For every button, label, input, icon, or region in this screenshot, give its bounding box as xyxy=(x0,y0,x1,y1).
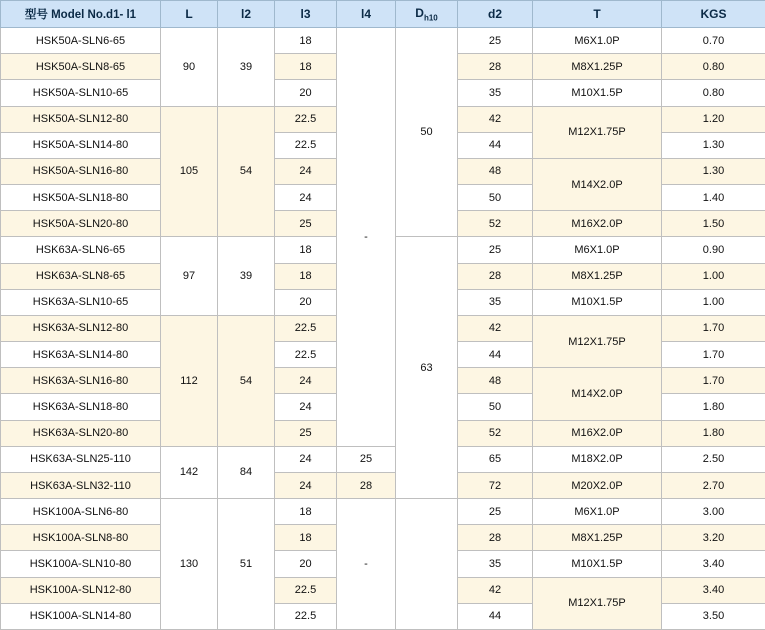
cell-T: M18X2.0P xyxy=(533,446,662,472)
cell-model: HSK50A-SLN18-80 xyxy=(1,185,161,211)
column-header-l3: l3 xyxy=(275,1,337,28)
cell-model: HSK50A-SLN20-80 xyxy=(1,211,161,237)
cell-model: HSK63A-SLN6-65 xyxy=(1,237,161,263)
column-header-D xyxy=(396,1,458,28)
cell-model: HSK63A-SLN16-80 xyxy=(1,368,161,394)
cell-d2: 50 xyxy=(458,185,533,211)
column-header-d2: d2 xyxy=(458,1,533,28)
column-header-KGS: KGS xyxy=(662,1,765,28)
cell-T: M16X2.0P xyxy=(533,420,662,446)
cell-l2: 51 xyxy=(218,499,275,630)
column-header-l2: l2 xyxy=(218,1,275,28)
cell-d2: 52 xyxy=(458,420,533,446)
cell-l3: 22.5 xyxy=(275,106,337,132)
cell-l2: 39 xyxy=(218,237,275,316)
cell-model: HSK63A-SLN20-80 xyxy=(1,420,161,446)
cell-model: HSK63A-SLN14-80 xyxy=(1,342,161,368)
cell-T: M12X1.75P xyxy=(533,577,662,629)
cell-l2: 54 xyxy=(218,315,275,446)
cell-model: HSK63A-SLN10-65 xyxy=(1,289,161,315)
cell-d2: 65 xyxy=(458,446,533,472)
cell-model: HSK63A-SLN18-80 xyxy=(1,394,161,420)
cell-d2: 72 xyxy=(458,472,533,498)
cell-KGS: 2.70 xyxy=(662,472,765,498)
cell-KGS: 3.40 xyxy=(662,577,765,603)
cell-d2: 48 xyxy=(458,158,533,184)
cell-T: M10X1.5P xyxy=(533,80,662,106)
column-header-L: L xyxy=(161,1,218,28)
cell-KGS: 3.50 xyxy=(662,603,765,629)
cell-KGS: 0.80 xyxy=(662,54,765,80)
cell-T: M14X2.0P xyxy=(533,158,662,210)
cell-d2: 44 xyxy=(458,603,533,629)
cell-T: M8X1.25P xyxy=(533,54,662,80)
cell-T: M10X1.5P xyxy=(533,551,662,577)
cell-l2: 39 xyxy=(218,28,275,107)
cell-KGS: 1.00 xyxy=(662,289,765,315)
cell-KGS: 0.80 xyxy=(662,80,765,106)
cell-KGS: 1.70 xyxy=(662,342,765,368)
cell-model: HSK100A-SLN10-80 xyxy=(1,551,161,577)
cell-l4: 28 xyxy=(337,472,396,498)
cell-T: M6X1.0P xyxy=(533,28,662,54)
cell-l3: 25 xyxy=(275,420,337,446)
cell-l3: 24 xyxy=(275,472,337,498)
cell-d2: 42 xyxy=(458,577,533,603)
cell-l3: 24 xyxy=(275,368,337,394)
cell-l3: 18 xyxy=(275,28,337,54)
table-row xyxy=(1,499,765,525)
cell-d2: 25 xyxy=(458,28,533,54)
cell-T: M10X1.5P xyxy=(533,289,662,315)
cell-model: HSK63A-SLN25-110 xyxy=(1,446,161,472)
cell-model: HSK100A-SLN12-80 xyxy=(1,577,161,603)
cell-l3: 24 xyxy=(275,394,337,420)
cell-T: M12X1.75P xyxy=(533,315,662,367)
cell-l3: 22.5 xyxy=(275,315,337,341)
cell-L: 112 xyxy=(161,315,218,446)
cell-D: 50 xyxy=(396,28,458,237)
cell-model: HSK100A-SLN14-80 xyxy=(1,603,161,629)
cell-L: 105 xyxy=(161,106,218,237)
cell-d2: 48 xyxy=(458,368,533,394)
cell-KGS: 1.70 xyxy=(662,368,765,394)
cell-KGS: 0.90 xyxy=(662,237,765,263)
cell-model: HSK50A-SLN14-80 xyxy=(1,132,161,158)
cell-d2: 52 xyxy=(458,211,533,237)
cell-d2: 35 xyxy=(458,80,533,106)
cell-KGS: 1.80 xyxy=(662,420,765,446)
table-row xyxy=(1,472,765,498)
cell-KGS: 1.50 xyxy=(662,211,765,237)
cell-d2: 35 xyxy=(458,289,533,315)
cell-l3: 18 xyxy=(275,525,337,551)
cell-T: M8X1.25P xyxy=(533,263,662,289)
column-header-model: 型号 Model No.d1- l1 xyxy=(1,1,161,28)
cell-L: 90 xyxy=(161,28,218,107)
cell-l3: 24 xyxy=(275,446,337,472)
cell-KGS: 1.30 xyxy=(662,158,765,184)
cell-d2: 42 xyxy=(458,106,533,132)
cell-l3: 22.5 xyxy=(275,342,337,368)
cell-T: M6X1.0P xyxy=(533,499,662,525)
cell-d2: 28 xyxy=(458,525,533,551)
cell-KGS: 1.00 xyxy=(662,263,765,289)
cell-l4: - xyxy=(337,28,396,447)
column-header-T: T xyxy=(533,1,662,28)
cell-d2: 35 xyxy=(458,551,533,577)
cell-model: HSK50A-SLN6-65 xyxy=(1,28,161,54)
cell-l3: 18 xyxy=(275,499,337,525)
cell-d2: 25 xyxy=(458,237,533,263)
table-row xyxy=(1,446,765,472)
cell-KGS: 3.20 xyxy=(662,525,765,551)
cell-L: 97 xyxy=(161,237,218,316)
column-header-l4: l4 xyxy=(337,1,396,28)
cell-d2: 28 xyxy=(458,263,533,289)
cell-l3: 22.5 xyxy=(275,603,337,629)
cell-T: M14X2.0P xyxy=(533,368,662,420)
cell-l3: 20 xyxy=(275,551,337,577)
cell-l3: 25 xyxy=(275,211,337,237)
cell-D xyxy=(396,499,458,630)
cell-KGS: 1.70 xyxy=(662,315,765,341)
cell-l3: 18 xyxy=(275,237,337,263)
cell-KGS: 1.30 xyxy=(662,132,765,158)
column-header-D-main: D xyxy=(415,5,424,20)
header-row xyxy=(1,1,765,28)
cell-model: HSK63A-SLN12-80 xyxy=(1,315,161,341)
cell-KGS: 1.20 xyxy=(662,106,765,132)
cell-l4: - xyxy=(337,499,396,630)
table-body xyxy=(1,28,765,630)
cell-l3: 22.5 xyxy=(275,132,337,158)
cell-T: M8X1.25P xyxy=(533,525,662,551)
cell-model: HSK50A-SLN16-80 xyxy=(1,158,161,184)
table-row xyxy=(1,28,765,54)
cell-l2: 84 xyxy=(218,446,275,498)
cell-d2: 50 xyxy=(458,394,533,420)
cell-l3: 20 xyxy=(275,289,337,315)
cell-d2: 25 xyxy=(458,499,533,525)
cell-l3: 18 xyxy=(275,263,337,289)
cell-d2: 42 xyxy=(458,315,533,341)
cell-model: HSK50A-SLN10-65 xyxy=(1,80,161,106)
cell-d2: 44 xyxy=(458,132,533,158)
cell-l2: 54 xyxy=(218,106,275,237)
cell-l3: 20 xyxy=(275,80,337,106)
cell-model: HSK63A-SLN8-65 xyxy=(1,263,161,289)
cell-KGS: 1.80 xyxy=(662,394,765,420)
cell-T: M20X2.0P xyxy=(533,472,662,498)
cell-d2: 28 xyxy=(458,54,533,80)
cell-l4: 25 xyxy=(337,446,396,472)
cell-l3: 24 xyxy=(275,158,337,184)
cell-T: M16X2.0P xyxy=(533,211,662,237)
cell-T: M6X1.0P xyxy=(533,237,662,263)
cell-KGS: 3.00 xyxy=(662,499,765,525)
cell-KGS: 1.40 xyxy=(662,185,765,211)
cell-KGS: 2.50 xyxy=(662,446,765,472)
cell-L: 142 xyxy=(161,446,218,498)
cell-l3: 18 xyxy=(275,54,337,80)
cell-model: HSK100A-SLN6-80 xyxy=(1,499,161,525)
cell-L: 130 xyxy=(161,499,218,630)
cell-KGS: 0.70 xyxy=(662,28,765,54)
cell-l3: 22.5 xyxy=(275,577,337,603)
cell-model: HSK50A-SLN8-65 xyxy=(1,54,161,80)
cell-l3: 24 xyxy=(275,185,337,211)
cell-model: HSK100A-SLN8-80 xyxy=(1,525,161,551)
cell-D: 63 xyxy=(396,237,458,499)
cell-KGS: 3.40 xyxy=(662,551,765,577)
cell-d2: 44 xyxy=(458,342,533,368)
table-header xyxy=(1,1,765,28)
cell-model: HSK50A-SLN12-80 xyxy=(1,106,161,132)
cell-T: M12X1.75P xyxy=(533,106,662,158)
column-header-D-sub: h10 xyxy=(423,13,438,23)
cell-model: HSK63A-SLN32-110 xyxy=(1,472,161,498)
